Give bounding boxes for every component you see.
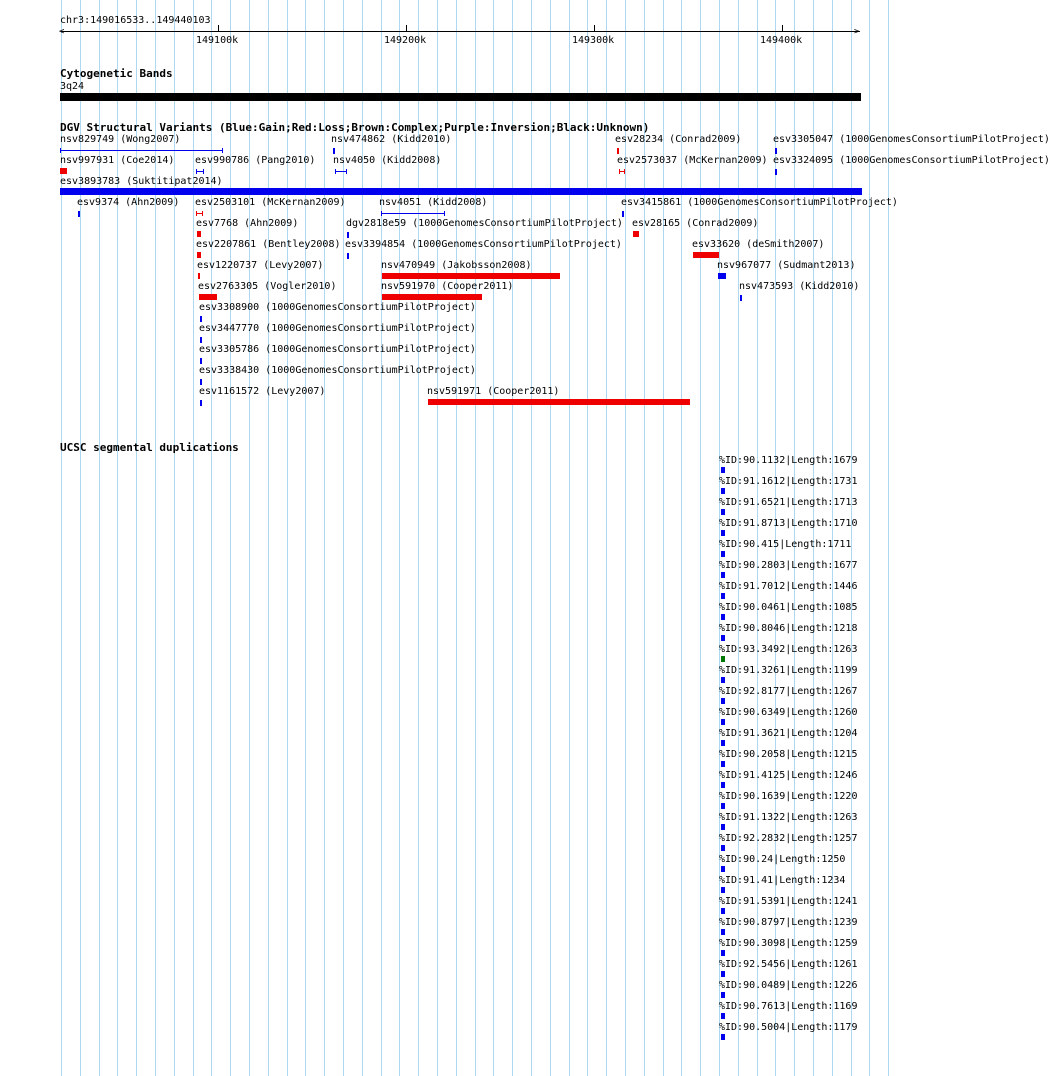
segdup-feature[interactable] [721,551,725,557]
segdup-feature[interactable] [721,929,725,935]
dgv-feature-label-esv2503101[interactable]: esv2503101 (McKernan2009) [195,197,346,208]
segdup-feature-label[interactable]: %ID:90.7613|Length:1169 [719,1001,858,1012]
segdup-feature[interactable] [721,614,725,620]
segdup-feature-label[interactable]: %ID:90.2058|Length:1215 [719,749,858,760]
segdup-feature[interactable] [721,656,725,662]
segdup-feature[interactable] [721,635,725,641]
dgv-feature-label-esv3324095[interactable]: esv3324095 (1000GenomesConsortiumPilotProject) [773,155,1050,166]
segdup-feature[interactable] [721,866,725,872]
segdup-feature-label[interactable]: %ID:91.1322|Length:1263 [719,812,858,823]
dgv-feature-esv990786[interactable] [196,169,204,174]
ruler-tick-label: 149400k [760,35,803,46]
segdup-feature-label[interactable]: %ID:91.6521|Length:1713 [719,497,858,508]
dgv-feature-label-esv28234[interactable]: esv28234 (Conrad2009) [615,134,742,145]
ruler-tick-label: 149300k [572,35,615,46]
segdup-feature[interactable] [721,530,725,536]
dgv-feature-nsv4050[interactable] [335,169,347,174]
segdup-feature-label[interactable]: %ID:90.8797|Length:1239 [719,917,858,928]
dgv-feature-label-esv3308900[interactable]: esv3308900 (1000GenomesConsortiumPilotProject) [199,302,476,313]
dgv-feature-esv3415861[interactable] [622,211,624,217]
dgv-feature-label-esv3415861[interactable]: esv3415861 (1000GenomesConsortiumPilotProject) [621,197,898,208]
dgv-feature-dgv2818e59[interactable] [347,232,349,238]
dgv-feature-label-esv33620[interactable]: esv33620 (deSmith2007) [692,239,825,250]
ruler-tick [782,25,783,32]
segdup-feature[interactable] [721,509,725,515]
dgv-feature-esv3305786[interactable] [200,358,202,364]
segdup-feature-label[interactable]: %ID:91.4125|Length:1246 [719,770,858,781]
cytoband-track-title[interactable]: Cytogenetic Bands [60,67,173,80]
segdup-feature-label[interactable]: %ID:92.8177|Length:1267 [719,686,858,697]
ruler-tick-label: 149200k [384,35,427,46]
dgv-feature-esv9374[interactable] [78,211,80,217]
dgv-feature-label-nsv4051[interactable]: nsv4051 (Kidd2008) [379,197,488,208]
segdup-feature-label[interactable]: %ID:90.1132|Length:1679 [719,455,858,466]
dgv-feature-label-nsv474862[interactable]: nsv474862 (Kidd2010) [331,134,452,145]
dgv-feature-nsv829749[interactable] [60,148,223,153]
segdup-feature-label[interactable]: %ID:92.5456|Length:1261 [719,959,858,970]
dgv-feature-label-esv1220737[interactable]: esv1220737 (Levy2007) [197,260,324,271]
segdup-feature[interactable] [721,698,725,704]
dgv-feature-esv3308900[interactable] [200,316,202,322]
dgv-feature-esv3324095[interactable] [775,169,777,175]
segdup-feature[interactable] [721,593,725,599]
dgv-feature-label-esv3305047[interactable]: esv3305047 (1000GenomesConsortiumPilotProject) [773,134,1050,145]
segdup-feature[interactable] [721,950,725,956]
dgv-feature-esv3338430[interactable] [200,379,202,385]
dgv-feature-nsv967077[interactable] [718,273,726,279]
dgv-feature-nsv470949[interactable] [382,273,560,279]
segdup-feature[interactable] [721,845,725,851]
dgv-feature-nsv473593[interactable] [740,295,742,301]
dgv-feature-label-nsv829749[interactable]: nsv829749 (Wong2007) [60,134,181,145]
segdup-feature-label[interactable]: %ID:90.6349|Length:1260 [719,707,858,718]
segdup-feature-label[interactable]: %ID:91.41|Length:1234 [719,875,846,886]
segdup-feature-label[interactable]: %ID:90.2803|Length:1677 [719,560,858,571]
segdup-feature-label[interactable]: %ID:91.3621|Length:1204 [719,728,858,739]
dgv-feature-label-esv3394854[interactable]: esv3394854 (1000GenomesConsortiumPilotProject) [345,239,622,250]
dgv-feature-esv7768[interactable] [197,231,201,237]
dgv-feature-esv3305047[interactable] [775,148,777,154]
segdup-feature[interactable] [721,971,725,977]
cytoband-label: 3q24 [60,81,85,92]
dgv-feature-label-esv3893783[interactable]: esv3893783 (Suktitipat2014) [60,176,223,187]
ruler-tick [594,25,595,32]
segdup-track-title[interactable]: UCSC segmental duplications [60,441,239,454]
segdup-feature[interactable] [721,887,725,893]
segdup-feature[interactable] [721,1034,725,1040]
segdup-feature[interactable] [721,467,725,473]
segdup-feature-label[interactable]: %ID:92.2832|Length:1257 [719,833,858,844]
dgv-feature-esv2763305[interactable] [199,294,217,300]
dgv-feature-label-nsv591970[interactable]: nsv591970 (Cooper2011) [381,281,514,292]
dgv-feature-esv2503101[interactable] [196,211,203,216]
segdup-feature[interactable] [721,572,725,578]
ruler-axis [61,31,860,32]
cytoband-bar[interactable] [60,93,861,101]
segdup-feature-label[interactable]: %ID:91.3261|Length:1199 [719,665,858,676]
segdup-feature-label[interactable]: %ID:91.8713|Length:1710 [719,518,858,529]
segdup-feature-label[interactable]: %ID:93.3492|Length:1263 [719,644,858,655]
dgv-feature-label-esv7768[interactable]: esv7768 (Ahn2009) [196,218,299,229]
segdup-feature-label[interactable]: %ID:90.3098|Length:1259 [719,938,858,949]
dgv-feature-nsv474862[interactable] [333,148,335,154]
dgv-feature-esv33620[interactable] [693,252,719,258]
dgv-feature-esv1161572[interactable] [200,400,202,406]
dgv-feature-esv3394854[interactable] [347,253,349,259]
segdup-feature[interactable] [721,1013,725,1019]
dgv-feature-esv28234[interactable] [617,148,619,154]
dgv-track-title[interactable]: DGV Structural Variants (Blue:Gain;Red:Loss;Brown:Complex;Purple:Inversion;Black:Unknown) [60,121,650,134]
dgv-feature-label-esv1161572[interactable]: esv1161572 (Levy2007) [199,386,326,397]
segdup-feature[interactable] [721,824,725,830]
segdup-feature[interactable] [721,677,725,683]
segdup-feature-label[interactable]: %ID:91.5391|Length:1241 [719,896,858,907]
dgv-feature-label-nsv591971[interactable]: nsv591971 (Cooper2011) [427,386,560,397]
segdup-feature-label[interactable]: %ID:90.415|Length:1711 [719,539,852,550]
ruler-tick-label: 149100k [196,35,239,46]
segdup-feature[interactable] [721,803,725,809]
segdup-feature-label[interactable]: %ID:91.7012|Length:1446 [719,581,858,592]
dgv-feature-label-esv3305786[interactable]: esv3305786 (1000GenomesConsortiumPilotProject) [199,344,476,355]
ruler-position: chr3:149016533..149440103 [60,15,211,26]
dgv-feature-label-nsv4050[interactable]: nsv4050 (Kidd2008) [333,155,442,166]
dgv-feature-label-esv990786[interactable]: esv990786 (Pang2010) [195,155,316,166]
dgv-feature-label-esv28165[interactable]: esv28165 (Conrad2009) [632,218,759,229]
dgv-feature-nsv591970[interactable] [382,294,482,300]
dgv-feature-label-esv2207861[interactable]: esv2207861 (Bentley2008) [196,239,341,250]
segdup-feature[interactable] [721,782,725,788]
dgv-feature-label-nsv470949[interactable]: nsv470949 (Jakobsson2008) [381,260,532,271]
dgv-feature-esv28165[interactable] [633,231,639,237]
dgv-feature-nsv4051[interactable] [381,211,445,216]
dgv-feature-esv3447770[interactable] [200,337,202,343]
segdup-feature-label[interactable]: %ID:90.5004|Length:1179 [719,1022,858,1033]
dgv-feature-label-esv3338430[interactable]: esv3338430 (1000GenomesConsortiumPilotProject) [199,365,476,376]
segdup-feature-label[interactable]: %ID:90.1639|Length:1220 [719,791,858,802]
dgv-feature-esv3893783[interactable] [60,188,862,195]
segdup-feature[interactable] [721,740,725,746]
dgv-feature-label-nsv473593[interactable]: nsv473593 (Kidd2010) [739,281,860,292]
segdup-feature-label[interactable]: %ID:90.0461|Length:1085 [719,602,858,613]
dgv-feature-esv2573037[interactable] [619,169,625,174]
dgv-feature-label-nsv967077[interactable]: nsv967077 (Sudmant2013) [717,260,856,271]
dgv-feature-label-esv3447770[interactable]: esv3447770 (1000GenomesConsortiumPilotProject) [199,323,476,334]
dgv-feature-label-esv2573037[interactable]: esv2573037 (McKernan2009) [617,155,768,166]
ruler-right-arrow: > [854,27,860,37]
segdup-feature[interactable] [721,908,725,914]
dgv-feature-esv2207861[interactable] [197,252,201,258]
segdup-feature[interactable] [721,488,725,494]
segdup-feature-label[interactable]: %ID:90.0489|Length:1226 [719,980,858,991]
ruler-left-arrow: < [59,27,65,37]
segdup-feature[interactable] [721,761,725,767]
ruler-tick [406,25,407,32]
segdup-feature[interactable] [721,719,725,725]
dgv-feature-esv1220737[interactable] [198,273,200,279]
dgv-feature-label-nsv997931[interactable]: nsv997931 (Coe2014) [60,155,175,166]
segdup-feature-label[interactable]: %ID:91.1612|Length:1731 [719,476,858,487]
segdup-feature-label[interactable]: %ID:90.24|Length:1250 [719,854,846,865]
dgv-feature-label-esv2763305[interactable]: esv2763305 (Vogler2010) [198,281,337,292]
dgv-feature-label-esv9374[interactable]: esv9374 (Ahn2009) [77,197,180,208]
ruler-tick [218,25,219,32]
dgv-feature-label-dgv2818e59[interactable]: dgv2818e59 (1000GenomesConsortiumPilotProject) [346,218,623,229]
segdup-feature-label[interactable]: %ID:90.8046|Length:1218 [719,623,858,634]
dgv-feature-nsv997931[interactable] [60,168,67,174]
segdup-feature[interactable] [721,992,725,998]
dgv-feature-nsv591971[interactable] [428,399,690,405]
